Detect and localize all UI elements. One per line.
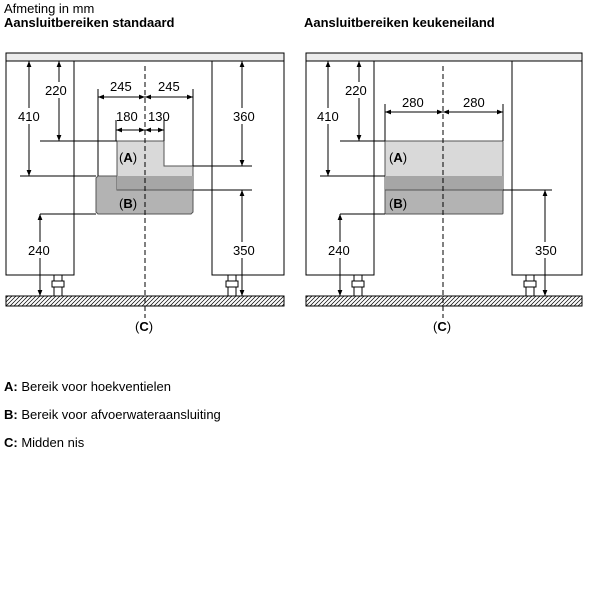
- area-a-label: (A): [119, 150, 138, 165]
- dim-280-right: 280: [463, 95, 485, 110]
- dim-410: 410: [18, 109, 40, 124]
- legend-item-c: C: Midden nis: [4, 435, 85, 450]
- legend-item-a: A: Bereik voor hoekventielen: [4, 379, 171, 394]
- right-diagram: [306, 53, 582, 334]
- center-c-label: (C): [433, 319, 452, 334]
- dim-240: 240: [328, 243, 350, 258]
- countertop: [306, 53, 582, 61]
- dim-410: 410: [317, 109, 339, 124]
- cabinet-feet: [352, 275, 536, 296]
- area-overlap: [117, 176, 193, 190]
- dim-220: 220: [45, 83, 67, 98]
- dim-180: 180: [116, 109, 138, 124]
- dim-220: 220: [345, 83, 367, 98]
- countertop: [6, 53, 284, 61]
- dim-350: 350: [233, 243, 255, 258]
- area-b-label: (B): [389, 196, 408, 211]
- dim-240: 240: [28, 243, 50, 258]
- area-a-label: (A): [389, 150, 408, 165]
- dim-280-left: 280: [402, 95, 424, 110]
- dim-245-left: 245: [110, 79, 132, 94]
- area-b-label: (B): [119, 196, 138, 211]
- right-title: Aansluitbereiken keukeneiland: [304, 15, 495, 30]
- floor: [306, 296, 582, 306]
- center-c-label: (C): [135, 319, 154, 334]
- dim-360: 360: [233, 109, 255, 124]
- area-overlap: [385, 176, 503, 190]
- left-diagram: [6, 53, 284, 334]
- left-title: Aansluitbereiken standaard: [4, 15, 175, 30]
- legend-item-b: B: Bereik voor afvoerwateraansluiting: [4, 407, 221, 422]
- dim-245-right: 245: [158, 79, 180, 94]
- dim-130: 130: [148, 109, 170, 124]
- dim-350: 350: [535, 243, 557, 258]
- unit-note: Afmeting in mm: [4, 1, 95, 16]
